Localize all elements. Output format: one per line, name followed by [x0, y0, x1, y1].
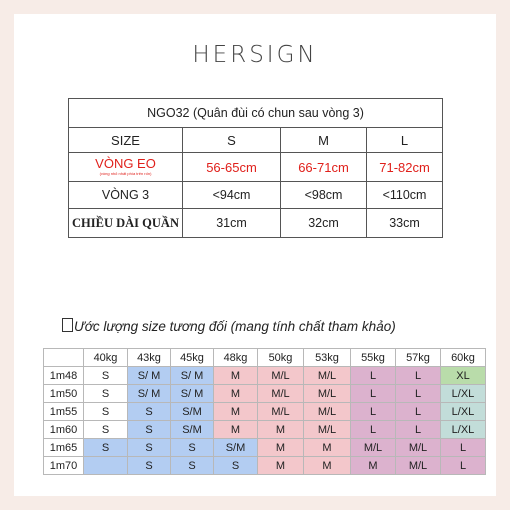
size-cell: M — [304, 457, 351, 475]
height-label: 1m65 — [44, 439, 84, 457]
size-cell: S — [84, 439, 128, 457]
size-cell: S/M — [171, 421, 214, 439]
hip-s: <94cm — [183, 182, 281, 209]
size-cell: M/L — [258, 385, 304, 403]
length-m: 32cm — [281, 209, 367, 238]
waist-s: 56-65cm — [183, 153, 281, 182]
size-cell: XL — [441, 367, 486, 385]
weight-header: 40kg — [84, 349, 128, 367]
size-cell: L/XL — [441, 385, 486, 403]
size-cell: S — [171, 457, 214, 475]
header-m: M — [281, 128, 367, 153]
weight-header-row — [44, 349, 486, 367]
weight-header: 55kg — [351, 349, 396, 367]
size-cell: S/ M — [171, 367, 214, 385]
estimate-grid — [43, 348, 486, 475]
weight-header: 48kg — [214, 349, 258, 367]
length-label: CHIỀU DÀI QUẦN — [69, 209, 183, 238]
header-size: SIZE — [69, 128, 183, 153]
size-cell: L — [396, 385, 441, 403]
hip-label: VÒNG 3 — [69, 182, 183, 209]
length-l: 33cm — [367, 209, 443, 238]
size-cell: S/ M — [171, 385, 214, 403]
size-cell: M — [258, 421, 304, 439]
size-table — [68, 98, 443, 238]
size-cell: L — [351, 367, 396, 385]
size-cell: S/ M — [128, 367, 171, 385]
size-cell: M — [214, 385, 258, 403]
size-cell: S — [128, 403, 171, 421]
height-label: 1m55 — [44, 403, 84, 421]
size-cell: S — [84, 367, 128, 385]
brand-logo: HERSIGN — [192, 42, 318, 68]
table-row — [44, 457, 486, 475]
hip-m: <98cm — [281, 182, 367, 209]
size-cell: S — [128, 421, 171, 439]
size-cell: M/L — [304, 421, 351, 439]
header-l: L — [367, 128, 443, 153]
size-cell: L — [396, 403, 441, 421]
corner-cell — [44, 349, 84, 367]
size-cell: L — [351, 421, 396, 439]
size-cell: M — [214, 367, 258, 385]
size-cell: M/L — [396, 439, 441, 457]
weight-header: 57kg — [396, 349, 441, 367]
hip-l: <110cm — [367, 182, 443, 209]
size-cell: S — [171, 439, 214, 457]
weight-header: 45kg — [171, 349, 214, 367]
table-row — [44, 385, 486, 403]
table-row — [44, 439, 486, 457]
waist-sublabel: (vòng nhỏ nhất phía trên rốn) — [99, 171, 152, 176]
size-cell — [84, 457, 128, 475]
size-cell: L/XL — [441, 421, 486, 439]
size-cell: L/XL — [441, 403, 486, 421]
size-cell: M — [351, 457, 396, 475]
size-cell: L — [396, 421, 441, 439]
size-cell: S/ M — [128, 385, 171, 403]
weight-header: 60kg — [441, 349, 486, 367]
size-cell: M/L — [258, 367, 304, 385]
checkbox-glyph-icon — [62, 318, 73, 332]
size-cell: M/L — [304, 385, 351, 403]
size-cell: S/M — [171, 403, 214, 421]
height-label: 1m70 — [44, 457, 84, 475]
estimate-note-text: Ước lượng size tương đối (mang tính chất tham khảo) — [74, 319, 396, 334]
waist-l: 71-82cm — [367, 153, 443, 182]
size-cell: L — [351, 385, 396, 403]
length-s: 31cm — [183, 209, 281, 238]
size-cell: M/L — [396, 457, 441, 475]
size-cell: M/L — [351, 439, 396, 457]
table-row — [44, 403, 486, 421]
size-cell: M/L — [304, 367, 351, 385]
weight-header: 43kg — [128, 349, 171, 367]
size-cell: M/L — [304, 403, 351, 421]
waist-label-cell — [69, 153, 183, 182]
size-cell: S/M — [214, 439, 258, 457]
size-cell: S — [84, 385, 128, 403]
size-cell: L — [441, 439, 486, 457]
height-label: 1m60 — [44, 421, 84, 439]
size-cell: S — [84, 421, 128, 439]
waist-label: VÒNG EO — [95, 156, 156, 171]
size-cell: S — [128, 457, 171, 475]
size-cell: M — [214, 421, 258, 439]
size-cell: M — [258, 439, 304, 457]
size-cell: L — [396, 367, 441, 385]
size-cell: L — [441, 457, 486, 475]
size-cell: M — [258, 457, 304, 475]
size-guide-card — [14, 14, 496, 496]
weight-header: 53kg — [304, 349, 351, 367]
size-cell: L — [351, 403, 396, 421]
height-label: 1m50 — [44, 385, 84, 403]
size-cell: M — [304, 439, 351, 457]
height-label: 1m48 — [44, 367, 84, 385]
estimate-note — [62, 318, 482, 334]
table-row — [44, 421, 486, 439]
size-cell: S — [128, 439, 171, 457]
table-row — [44, 367, 486, 385]
size-cell: M/L — [258, 403, 304, 421]
header-s: S — [183, 128, 281, 153]
size-cell: S — [214, 457, 258, 475]
table-caption: NGO32 (Quân đùi có chun sau vòng 3) — [69, 99, 443, 128]
waist-m: 66-71cm — [281, 153, 367, 182]
size-cell: S — [84, 403, 128, 421]
weight-header: 50kg — [258, 349, 304, 367]
size-cell: M — [214, 403, 258, 421]
